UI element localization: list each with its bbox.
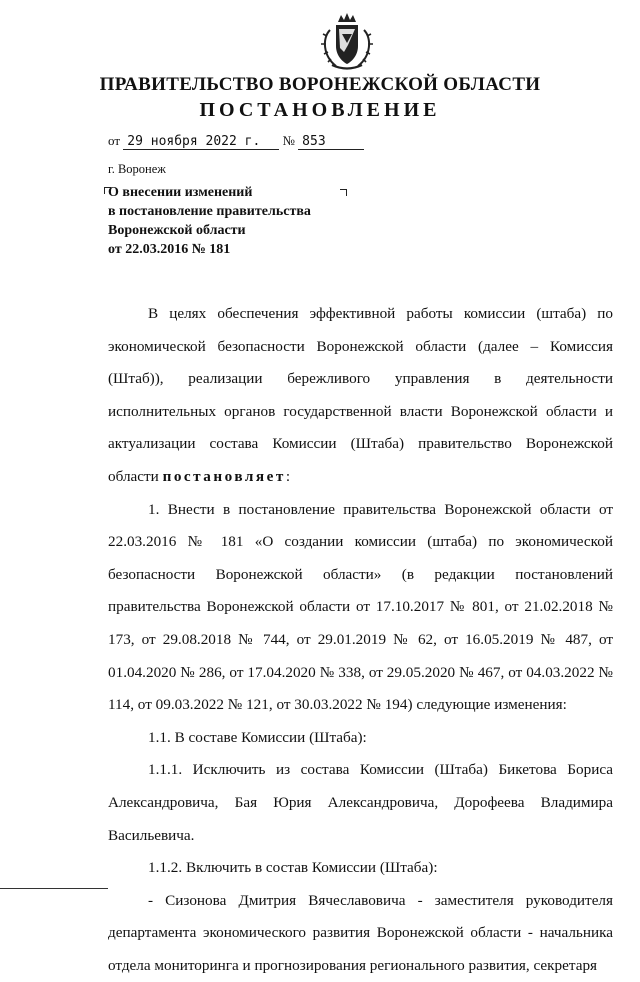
footer-divider	[0, 888, 108, 889]
document-body	[108, 298, 613, 982]
paragraph-item-1-1-2: 1.1.2. Включить в состав Комиссии (Штаба):	[148, 859, 438, 877]
document-subject	[108, 183, 348, 259]
coat-of-arms-icon	[318, 12, 376, 72]
paragraph-item-1-1: 1.1. В составе Комиссии (Штаба):	[148, 728, 367, 746]
preamble-text: В целях обеспечения эффективной работы комиссии (штаба) по экономической безопасности Воронежской области (далее – Комиссия (Штаб)), реализации бережливого управления в деятельности исполнительных органов государственной власти Воронежской области и актуализации состава Комиссии (Штаба) правительство Воронежской области	[108, 305, 613, 485]
date-number-line	[108, 133, 364, 150]
subject-line: Воронежской области	[108, 223, 246, 238]
document-number: 853	[298, 134, 364, 150]
subject-line: О внесении изменений	[108, 185, 253, 200]
paragraph-item-1-1-1: 1.1.1. Исключить из состава Комиссии (Штаба) Бикетова Бориса Александровича, Бая Юрия Александровича, Дорофеева Владимира Васильевича.	[108, 761, 613, 844]
subject-line: в постановление правительства	[108, 204, 311, 219]
paragraph-preamble	[108, 298, 613, 494]
city: г. Воронеж	[108, 162, 166, 176]
government-title: ПРАВИТЕЛЬСТВО ВОРОНЕЖСКОЙ ОБЛАСТИ	[99, 74, 541, 95]
date-prefix: от	[108, 133, 121, 148]
document-date: 29 ноября 2022 г.	[123, 134, 279, 150]
paragraph-member: - Сизонова Дмитрия Вячеславовича - заместителя руководителя департамента экономического развития Воронежской области - начальника отдела мониторинга и прогнозирования регионального развития, секретаря	[108, 891, 613, 974]
resolves-word: постановляет	[162, 467, 286, 485]
number-prefix: №	[282, 133, 295, 148]
subject-line: от 22.03.2016 № 181	[108, 242, 231, 257]
preamble-end: :	[285, 467, 291, 485]
paragraph-item-1: 1. Внести в постановление правительства Воронежской области от 22.03.2016 № 181 «О создании комиссии (штаба) по экономической безопасности Воронежской области» (в редакции постановлений правительства Воронежской области от 17.10.2017 № 801, от 21.02.2018 № 173, от 29.08.2018 № 744, от 29.01.2019 № 62, от 16.05.2019 № 487, от 01.04.2020 № 286, от 17.04.2020 № 338, от 29.05.2020 № 467, от 04.03.2022 № 114, от 09.03.2022 № 121, от 30.03.2022 № 194) следующие изменения:	[108, 500, 613, 714]
document-type: ПОСТАНОВЛЕНИЕ	[199, 99, 441, 121]
